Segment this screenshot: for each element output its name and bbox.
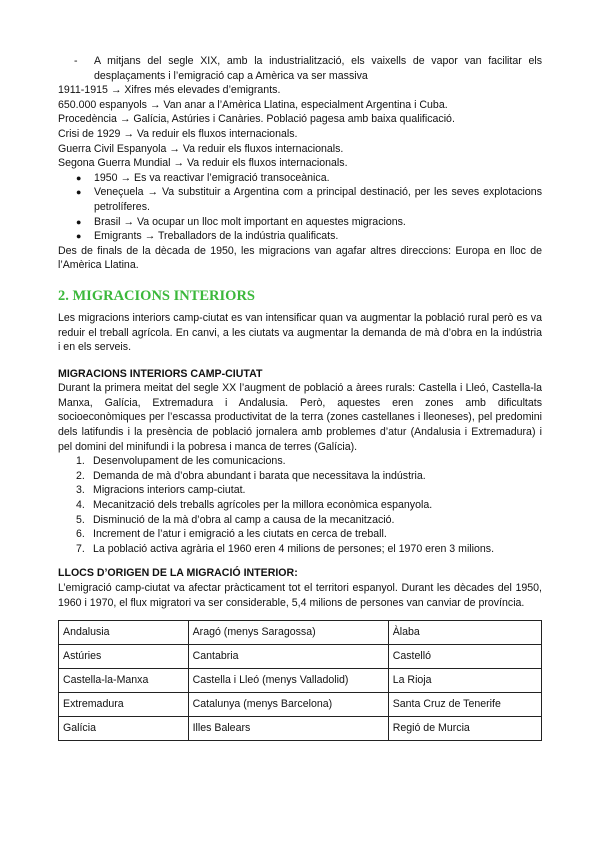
table-row [59, 645, 542, 669]
table-cell: Regió de Murcia [388, 717, 541, 741]
subsection-heading: MIGRACIONS INTERIORS CAMP-CIUTAT [58, 367, 263, 380]
dash-marker: - [74, 55, 78, 67]
origin-regions-table [58, 620, 542, 741]
text-line: Crisi de 1929 → Va reduir els fluxos internacionals. [58, 127, 298, 140]
list-item: ● Veneçuela → Va substituir a Argentina com a principal destinació, per les seves explotacions petrolíferes. [76, 186, 542, 213]
paragraph: Des de finals de la dècada de 1950, les migracions van agafar altres direccions: Europa en lloc de l’Amèrica Llatina. [58, 244, 542, 272]
list-item: ● 1950 → Es va reactivar l’emigració transoceànica. [76, 171, 330, 184]
list-item: 6. Increment de l’atur i emigració a les ciutats en cerca de treball. [76, 528, 387, 541]
list-item: ● Brasil → Va ocupar un lloc molt important en aquestes migracions. [76, 215, 406, 228]
table-cell: Castelló [388, 645, 541, 669]
table-cell: La Rioja [388, 669, 541, 693]
dash-list-item [74, 54, 542, 83]
table-cell: Castella i Lleó (menys Valladolid) [188, 669, 388, 693]
bullet-icon: ● [76, 231, 82, 242]
paragraph: Durant la primera meitat del segle XX l’augment de població a àrees rurals: Castella i Lleó, Castella-la Manxa, Galícia, Extremadura i Andalusia. Però, aquestes eren zones amb dificultats socioeconòmiques per l’escassa productivitat de la terra (zones castellanes i lleoneses), pel predomini dels latifundis i la presència de població jornalera amb problemes d’atur (Andalusia i Extremadura) i pel domini del minifundi i la pobresa i manca de terres (Galícia). [58, 382, 542, 453]
list-item: ● Emigrants → Treballadors de la indústria qualificats. [76, 230, 339, 243]
table-cell: Aragó (menys Saragossa) [188, 621, 388, 645]
text-line: 1911-1915 → Xifres més elevades d’emigrants. [58, 84, 281, 97]
table-cell: Àlaba [388, 621, 541, 645]
subsection-heading: LLOCS D’ORIGEN DE LA MIGRACIÓ INTERIOR: [58, 567, 298, 580]
bullet-icon: ● [76, 187, 82, 198]
text-line: Guerra Civil Espanyola → Va reduir els fluxos internacionals. [58, 142, 344, 155]
list-item: 7. La població activa agrària el 1960 eren 4 milions de persones; el 1970 eren 3 milions. [76, 542, 495, 555]
table-row [59, 669, 542, 693]
table-cell: Santa Cruz de Tenerife [388, 693, 541, 717]
list-item: 4. Mecanització dels treballs agrícoles per la millora econòmica espanyola. [76, 499, 433, 512]
table-cell: Astúries [59, 645, 189, 669]
bullet-list [58, 171, 542, 244]
table-cell: Galícia [59, 717, 189, 741]
paragraph: L’emigració camp-ciutat va afectar pràcticament tot el territori espanyol. Durant les dècades del 1950, 1960 i 1970, el flux migratori va ser considerable, 5,4 milions de persones van canviar de província. [58, 582, 542, 609]
dash-item-text: A mitjans del segle XIX, amb la industrialització, els vaixells de vapor van facilitar els desplaçaments i l’emigració cap a Amèrica va ser massiva [94, 55, 542, 82]
table-row [59, 693, 542, 717]
list-item: 2. Demanda de mà d’obra abundant i barata que necessitava la indústria. [76, 469, 426, 482]
bullet-icon: ● [76, 216, 82, 227]
section-heading: 2. MIGRACIONS INTERIORS [58, 287, 255, 304]
document-page [58, 54, 542, 741]
table-cell: Illes Balears [188, 717, 388, 741]
numbered-list [58, 454, 542, 556]
text-line: Segona Guerra Mundial → Va reduir els fluxos internacionals. [58, 157, 348, 170]
table-cell: Castella-la-Manxa [59, 669, 189, 693]
list-item: 1. Desenvolupament de les comunicacions. [76, 455, 286, 468]
paragraph: Les migracions interiors camp-ciutat es van intensificar quan va augmentar la població rural però es va reduir el treball agrícola. En canvi, a les ciutats va augmentar la demanda de mà d’obra en la indústria i en els serveis. [58, 311, 542, 354]
bullet-icon: ● [76, 172, 82, 183]
table-cell: Extremadura [59, 693, 189, 717]
table-row [59, 621, 542, 645]
table-cell: Cantabria [188, 645, 388, 669]
list-item: 3. Migracions interiors camp-ciutat. [76, 484, 246, 497]
table-cell: Andalusia [59, 621, 189, 645]
list-item: 5. Disminució de la mà d’obra al camp a causa de la mecanització. [76, 513, 395, 526]
table-cell: Catalunya (menys Barcelona) [188, 693, 388, 717]
table-row [59, 717, 542, 741]
text-line: Procedència → Galícia, Astúries i Canàries. Població pagesa amb baixa qualificació. [58, 113, 455, 126]
text-line: 650.000 espanyols → Van anar a l’Amèrica Llatina, especialment Argentina i Cuba. [58, 98, 448, 111]
